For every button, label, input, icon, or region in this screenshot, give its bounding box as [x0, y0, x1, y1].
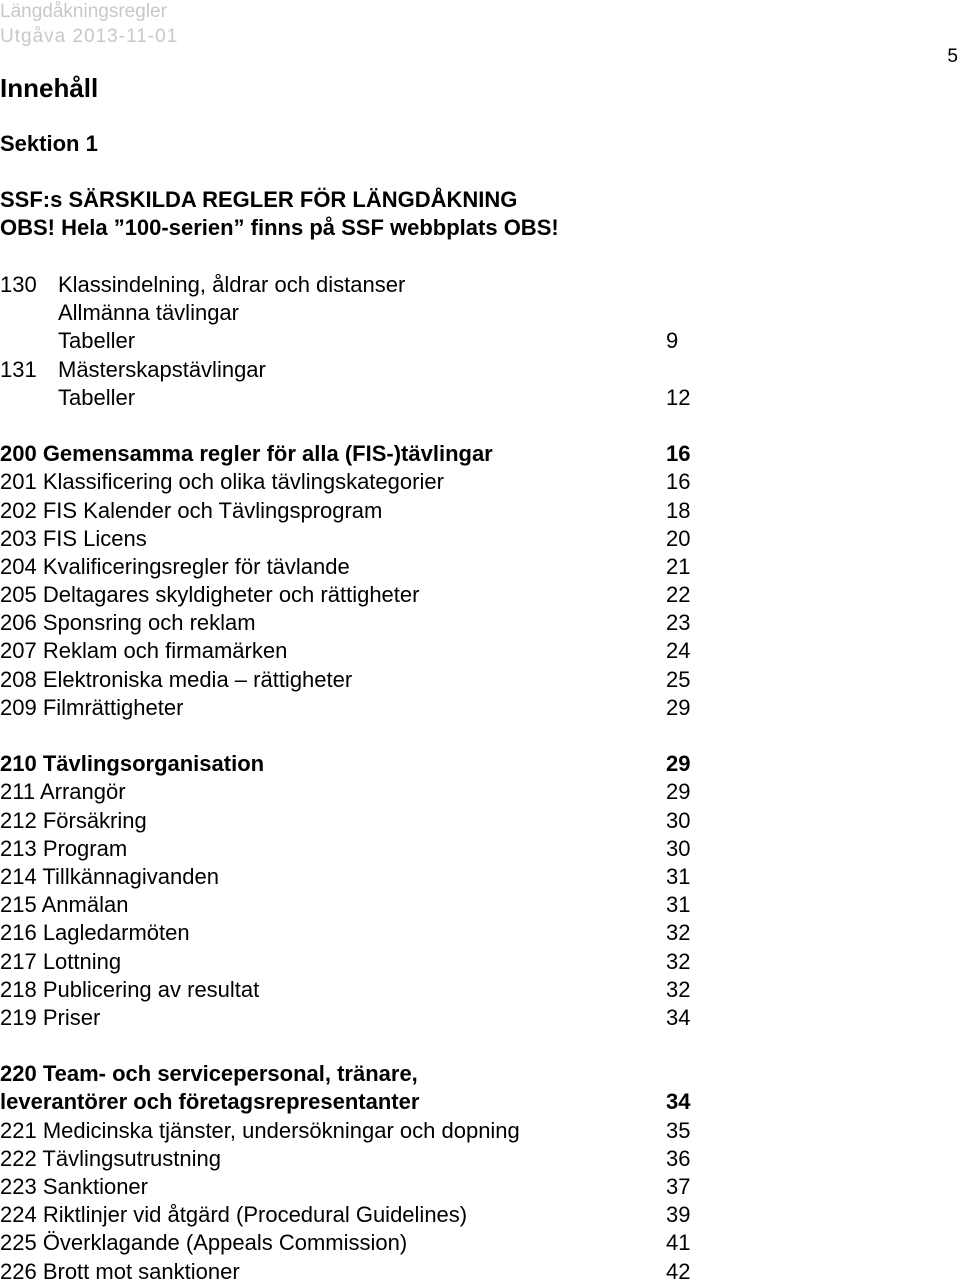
- toc-entry-page: 41: [666, 1230, 691, 1256]
- toc-entry-title: 212 Försäkring: [0, 807, 147, 833]
- toc-entry: [0, 976, 720, 1004]
- toc-entry-title: 207 Reklam och firmamärken: [0, 638, 288, 664]
- section-heading: Sektion 1: [0, 131, 98, 156]
- toc-entry-page: 24: [666, 638, 691, 664]
- toc-entry-title: 222 Tävlingsutrustning: [0, 1145, 221, 1171]
- toc-spacer: [0, 1032, 720, 1060]
- toc-entry: [0, 637, 720, 665]
- toc-entry-page: 32: [666, 948, 691, 974]
- toc-entry-title: 203 FIS Licens: [0, 525, 147, 551]
- toc-entry-title: 220 Team- och servicepersonal, tränare,: [0, 1061, 418, 1087]
- toc-entry-title: 205 Deltagares skyldigheter och rättigheter: [0, 582, 420, 608]
- toc-entry: [0, 468, 720, 496]
- toc-entry-title: Tabeller: [58, 384, 136, 410]
- table-of-contents: [0, 271, 720, 1286]
- toc-entry-title: 218 Publicering av resultat: [0, 976, 260, 1002]
- toc-entry: [0, 807, 720, 835]
- toc-entry-page: 42: [666, 1258, 691, 1284]
- document-title: Längdåkningsregler: [0, 1, 167, 22]
- toc-entry: [0, 609, 720, 637]
- toc-entry-title: 226 Brott mot sanktioner: [0, 1258, 240, 1284]
- toc-entry-title: 211 Arrangör: [0, 779, 126, 805]
- toc-entry-title: 201 Klassificering och olika tävlingskategorier: [0, 469, 444, 495]
- toc-entry-title: 209 Filmrättigheter: [0, 694, 184, 720]
- toc-entry-page: 29: [666, 779, 691, 805]
- toc-entry: [0, 581, 720, 609]
- toc-entry: [0, 525, 720, 553]
- toc-entry-page: 39: [666, 1202, 691, 1228]
- toc-spacer: [0, 412, 720, 440]
- toc-entry-page: 9: [666, 328, 679, 354]
- toc-entry-title: 215 Anmälan: [0, 892, 129, 918]
- toc-entry: [0, 327, 720, 355]
- toc-entry-page: 18: [666, 497, 691, 523]
- toc-entry-page: 32: [666, 976, 691, 1002]
- toc-entry: [0, 750, 720, 778]
- toc-entry: [0, 299, 720, 327]
- toc-entry-page: 29: [666, 751, 691, 777]
- ssf-rules-heading: SSF:s SÄRSKILDA REGLER FÖR LÄNGDÅKNING: [0, 187, 518, 212]
- toc-entry: [0, 384, 720, 412]
- toc-entry-title: 202 FIS Kalender och Tävlingsprogram: [0, 497, 383, 523]
- page-number: 5: [947, 46, 958, 67]
- toc-entry-title: 206 Sponsring och reklam: [0, 610, 256, 636]
- toc-entry-title: 217 Lottning: [0, 948, 122, 974]
- toc-entry-title: Mästerskapstävlingar: [58, 356, 266, 382]
- toc-entry-title: 223 Sanktioner: [0, 1174, 148, 1199]
- toc-entry: [0, 1145, 720, 1173]
- toc-entry-page: 20: [666, 525, 691, 551]
- toc-entry: [0, 440, 720, 468]
- toc-entry-code: 130: [0, 272, 37, 297]
- toc-entry-page: 22: [666, 582, 691, 608]
- toc-entry: [0, 891, 720, 919]
- toc-entry-title: 210 Tävlingsorganisation: [0, 751, 265, 777]
- toc-entry: [0, 271, 720, 299]
- toc-entry-page: 23: [666, 610, 691, 636]
- toc-entry-page: 21: [666, 553, 691, 579]
- toc-entry: [0, 1258, 720, 1286]
- toc-entry: [0, 1004, 720, 1032]
- toc-entry: [0, 1229, 720, 1257]
- toc-entry-page: 36: [666, 1145, 691, 1171]
- toc-entry: [0, 694, 720, 722]
- toc-entry-page: 32: [666, 920, 691, 946]
- toc-entry: [0, 1117, 720, 1145]
- toc-entry: [0, 553, 720, 581]
- toc-entry-title: Allmänna tävlingar: [58, 300, 239, 326]
- toc-entry: [0, 835, 720, 863]
- toc-entry-title: 208 Elektroniska media – rättigheter: [0, 666, 353, 692]
- toc-entry-page: 16: [666, 469, 691, 495]
- toc-entry-title: 225 Överklagande (Appeals Commission): [0, 1230, 408, 1256]
- toc-entry-title: 221 Medicinska tjänster, undersökningar och dopning: [0, 1117, 520, 1143]
- toc-entry-page: 31: [666, 892, 691, 918]
- contents-heading: Innehåll: [0, 73, 99, 103]
- toc-entry: [0, 497, 720, 525]
- toc-entry: [0, 863, 720, 891]
- toc-entry-page: 34: [666, 1004, 691, 1030]
- toc-entry-title: 204 Kvalificeringsregler för tävlande: [0, 553, 350, 579]
- ssf-notice: OBS! Hela ”100-serien” finns på SSF webbplats OBS!: [0, 215, 559, 240]
- toc-entry-page: 25: [666, 666, 691, 692]
- toc-entry: [0, 1173, 720, 1201]
- toc-entry-page: 12: [666, 384, 691, 410]
- toc-entry: [0, 1088, 720, 1116]
- toc-entry-page: 16: [666, 441, 691, 467]
- toc-entry-title: 213 Program: [0, 835, 128, 861]
- toc-entry-title: leverantörer och företagsrepresentanter: [0, 1089, 420, 1115]
- toc-entry: [0, 1201, 720, 1229]
- toc-entry-page: 30: [666, 835, 691, 861]
- toc-entry-title: Tabeller: [58, 328, 136, 354]
- toc-entry-title: 216 Lagledarmöten: [0, 920, 190, 946]
- toc-entry-title: Klassindelning, åldrar och distanser: [58, 272, 406, 297]
- toc-entry-page: 35: [666, 1117, 691, 1143]
- toc-spacer: [0, 722, 720, 750]
- toc-entry-title: 214 Tillkännagivanden: [0, 863, 219, 889]
- toc-entry: [0, 948, 720, 976]
- toc-entry-title: 224 Riktlinjer vid åtgärd (Procedural Guidelines): [0, 1202, 468, 1228]
- toc-entry-page: 30: [666, 807, 691, 833]
- toc-entry: [0, 356, 720, 384]
- edition-date: Utgåva 2013-11-01: [0, 26, 179, 47]
- toc-entry-page: 37: [666, 1174, 691, 1199]
- toc-entry: [0, 666, 720, 694]
- toc-entry-code: 131: [0, 356, 37, 382]
- toc-entry: [0, 1060, 720, 1088]
- toc-entry: [0, 778, 720, 806]
- toc-entry-title: 219 Priser: [0, 1004, 101, 1030]
- toc-entry-page: 34: [666, 1089, 691, 1115]
- toc-entry-page: 29: [666, 694, 691, 720]
- toc-entry: [0, 919, 720, 947]
- toc-entry-page: 31: [666, 863, 691, 889]
- toc-entry-title: 200 Gemensamma regler för alla (FIS-)tävlingar: [0, 441, 493, 467]
